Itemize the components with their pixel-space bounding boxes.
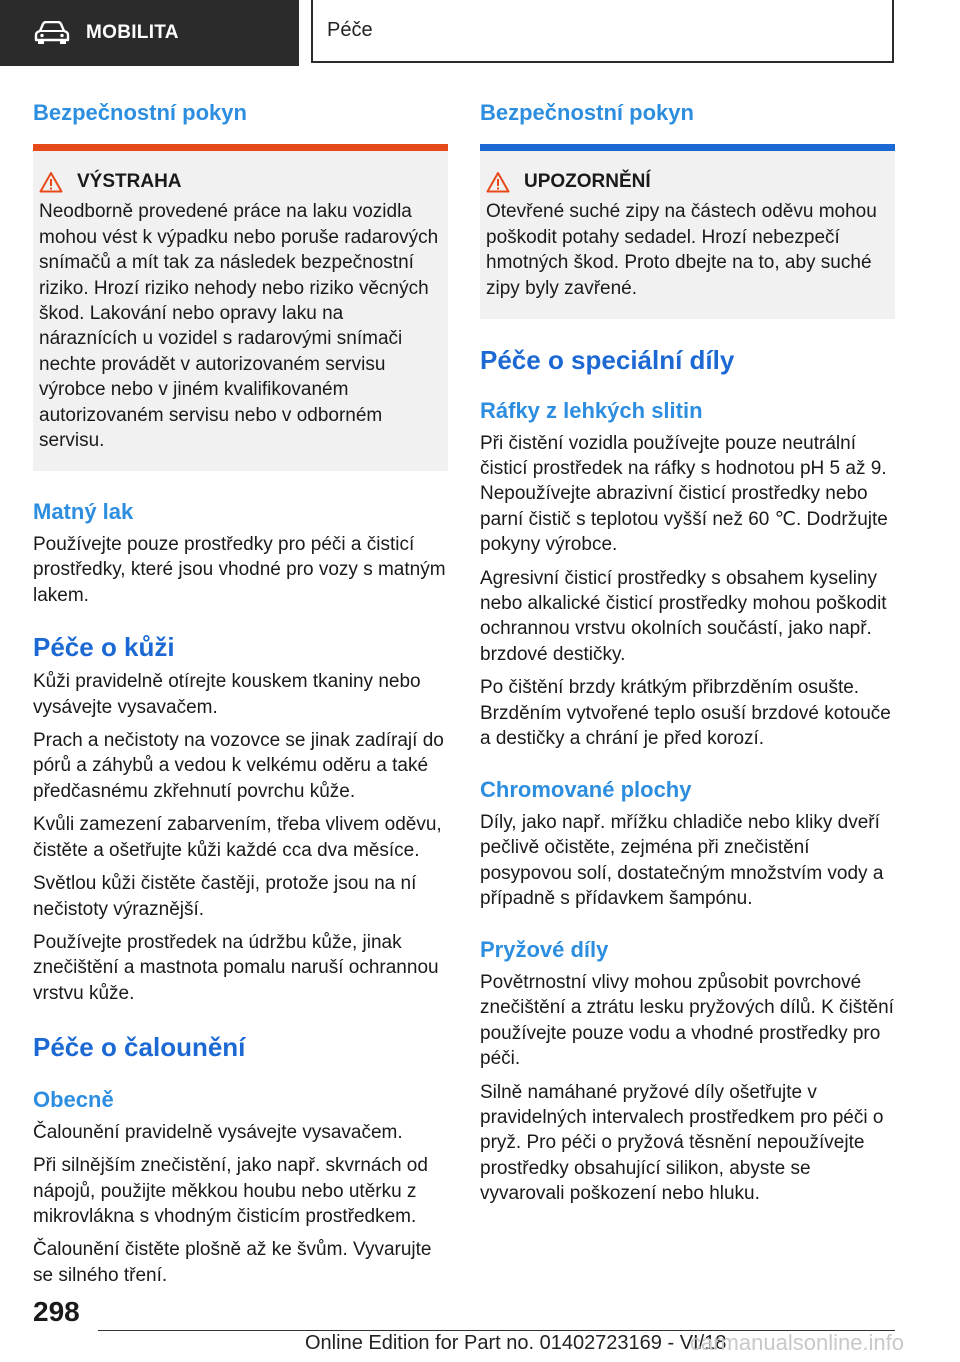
caution-header: [486, 171, 887, 193]
paragraph: Agresivní čisticí prostředky s obsahem kyseliny nebo alkalické čisticí prostředky mohou poškodit ochrannou vrstvu okolních součástí, jako např. brzdové destičky.: [480, 567, 887, 665]
safety-heading-left: Bezpečnostní pokyn: [33, 100, 247, 125]
upholstery-care-heading: Péče o čalounění: [33, 1032, 246, 1063]
left-column: [33, 100, 448, 1288]
paragraph: Díly, jako např. mřížku chladiče nebo kliky dveří pečlivě očistěte, zejména při znečistění posypovou solí, dostatečným množstvím vody a případně s přídavkem šampónu.: [480, 811, 884, 910]
watermark: carmanualsonline.info: [690, 1330, 905, 1355]
car-icon: [34, 21, 70, 45]
rubber-parts-body: [480, 970, 895, 1207]
paragraph: Čalounění čistěte plošně až ke švům. Vyvarujte se silného tření.: [33, 1239, 432, 1286]
leather-care-body: [33, 669, 448, 1006]
paragraph: Používejte pouze prostředky pro péči a čisticí prostředky, které jsou vhodné pro vozy s matným lakem.: [33, 533, 446, 606]
tab-mobilita-label: MOBILITA: [86, 22, 179, 43]
chrome-heading: Chromované plochy: [480, 777, 692, 803]
tab-pece[interactable]: [311, 0, 894, 63]
tab-mobilita[interactable]: [0, 0, 299, 66]
warning-title: VÝSTRAHA: [77, 171, 182, 193]
alloy-rims-heading: Ráfky z lehkých slitin: [480, 398, 703, 424]
top-navigation: [0, 0, 960, 66]
paragraph: Světlou kůži čistěte častěji, protože jsou na ní nečistoty výraznější.: [33, 873, 417, 920]
paragraph: Při silnějším znečistění, jako např. skvrnách od nápojů, použijte měkkou houbu nebo utěrku z mikrovlákna s vhodným čisticím prostředkem.: [33, 1155, 428, 1227]
caution-title: UPOZORNĚNÍ: [524, 171, 651, 193]
warning-text: Neodborně provedené práce na laku vozidla mohou vést k výpadku nebo poruše radarových snímačů a mít tak za následek bezpečnostní riziko. Hrozí riziko nehody nebo riziko věcných škod. Lakování nebo opravy laku na náraznících u vozidel s radarovými snímači nechte provádět v autorizovaném servisu výrobce nebo v jiném kvalifikovaném autorizovaném servisu nebo v odborném servisu.: [39, 201, 439, 452]
caution-text: Otevřené suché zipy na částech oděvu mohou poškodit potahy sedadel. Hrozí nebezpečí hmotných škod. Proto dbejte na to, aby suché zipy byly zavřené.: [486, 201, 877, 299]
tab-pece-label: Péče: [327, 19, 373, 41]
upholstery-general-subheading: Obecně: [33, 1087, 114, 1113]
paragraph: Prach a nečistoty na vozovce se jinak zadírají do pórů a záhybů a vedou k velkému oděru a také předčasnému zkřehnutí povrchu kůže.: [33, 730, 444, 802]
warning-box: [33, 144, 448, 471]
rubber-parts-heading: Pryžové díly: [480, 937, 609, 963]
warning-triangle-icon: [486, 171, 510, 193]
edition-info: Online Edition for Part no. 01402723169 - VI/18: [305, 1332, 727, 1354]
paragraph: Používejte prostředek na údržbu kůže, jinak znečištění a mastnota pomalu naruší ochrannou vrstvu kůže.: [33, 931, 439, 1004]
right-column: [480, 100, 895, 1207]
alloy-rims-body: [480, 431, 895, 752]
paragraph: Kvůli zamezení zabarvením, třeba vlivem oděvu, čistěte a ošetřujte kůži každé cca dva měsíce.: [33, 814, 442, 861]
warning-header: [39, 171, 440, 193]
chrome-body: [480, 810, 895, 912]
matte-paint-heading: Matný lak: [33, 499, 134, 525]
warning-triangle-icon: [39, 171, 63, 193]
matte-paint-body: [33, 532, 448, 608]
leather-care-heading: Péče o kůži: [33, 632, 175, 663]
upholstery-body: [33, 1120, 448, 1288]
caution-box: [480, 144, 895, 319]
paragraph: Čalounění pravidelně vysávejte vysavačem.: [33, 1121, 403, 1143]
paragraph: Při čistění vozidla používejte pouze neutrální čisticí prostředek na ráfky s hodnotou pH 5 až 9. Nepoužívejte abrazivní čisticí prostředky nebo parní čistič s teplotou vyšší než 60 ℃. Dodržujte pokyny výrobce.: [480, 432, 888, 556]
paragraph: Silně namáhané pryžové díly ošetřujte v pravidelných intervalech prostředkem pro péči o pryž. Pro péči o pryžová těsnění nepoužívejte prostředky obsahující silikon, abyste se vyvarovali poškození nebo hluku.: [480, 1081, 884, 1205]
paragraph: Povětrnostní vlivy mohou způsobit povrchové znečištění a ztrátu lesku pryžových dílů. K čištění používejte pouze vodu a vhodné prostředky pro péči.: [480, 971, 894, 1070]
paragraph: Kůži pravidelně otírejte kouskem tkaniny nebo vysávejte vysavačem.: [33, 671, 421, 718]
page-number: 298: [33, 1296, 80, 1327]
paragraph: Po čištění brzdy krátkým přibrzděním osušte. Brzděním vytvořené teplo osuší brzdové kotouče a destičky a chrání je před korozí.: [480, 677, 891, 750]
safety-heading-right: Bezpečnostní pokyn: [480, 100, 694, 125]
special-parts-heading: Péče o speciální díly: [480, 345, 735, 376]
